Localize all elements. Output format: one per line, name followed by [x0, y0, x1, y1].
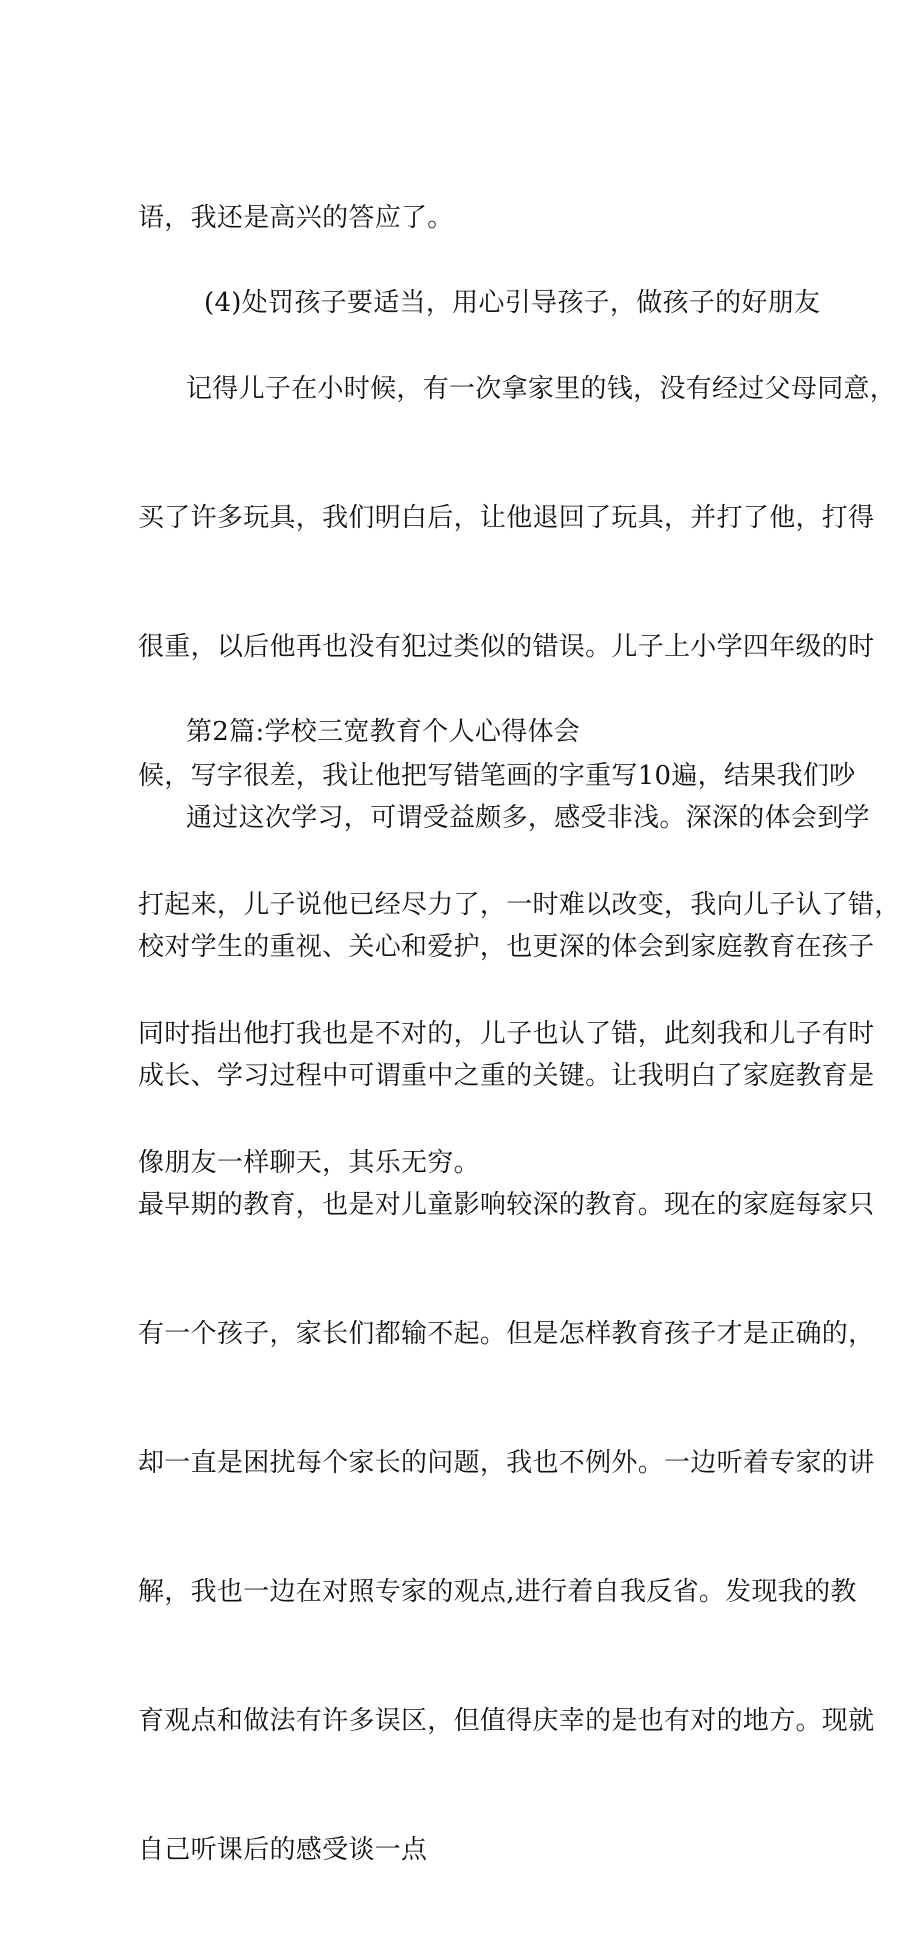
text-line: 解，我也一边在对照专家的观点,进行着自我反省。发现我的教 [138, 1577, 857, 1607]
text-line: 候，写字很差，我让他把写错笔画的字重写10遍，结果我们吵 [138, 761, 856, 791]
subheading-text: (4)处罚孩子要适当，用心引导孩子，做孩子的好朋友 [204, 288, 821, 318]
text-line: 育观点和做法有许多误区，但值得庆幸的是也有对的地方。现就 [138, 1706, 875, 1736]
paragraph-2 [138, 711, 901, 1958]
text-line: 记得儿子在小时候，有一次拿家里的钱，没有经过父母同意， [186, 374, 897, 404]
text-line: 却一直是困扰每个家长的问题，我也不例外。一边听着专家的讲 [138, 1448, 875, 1478]
text-line: 通过这次学习，可谓受益颇多，感受非浅。深深的体会到学 [186, 803, 870, 833]
text-line: 很重，以后他再也没有犯过类似的错误。儿子上小学四年级的时 [138, 632, 875, 662]
text-line: 语，我还是高兴的答应了。 [138, 203, 454, 233]
text-line: 最早期的教育，也是对儿童影响较深的教育。现在的家庭每家只 [138, 1190, 875, 1220]
text-line: 同时指出他打我也是不对的，儿子也认了错，此刻我和儿子有时 [138, 1019, 875, 1049]
text-line: 买了许多玩具，我们明白后，让他退回了玩具，并打了他，打得 [138, 503, 875, 533]
section-title-text: 第2篇:学校三宽教育个人心得体会 [186, 717, 581, 747]
text-line: 成长、学习过程中可谓重中之重的关键。让我明白了家庭教育是 [138, 1061, 875, 1091]
text-line: 自己听课后的感受谈一点 [138, 1835, 428, 1865]
text-line: 有一个孩子，家长们都输不起。但是怎样教育孩子才是正确的， [138, 1319, 875, 1349]
text-line: 打起来，儿子说他已经尽力了，一时难以改变，我向儿子认了错， [138, 890, 901, 920]
text-line: 像朋友一样聊天，其乐无穷。 [138, 1148, 480, 1178]
text-line: 校对学生的重视、关心和爱护，也更深的体会到家庭教育在孩子 [138, 932, 875, 962]
